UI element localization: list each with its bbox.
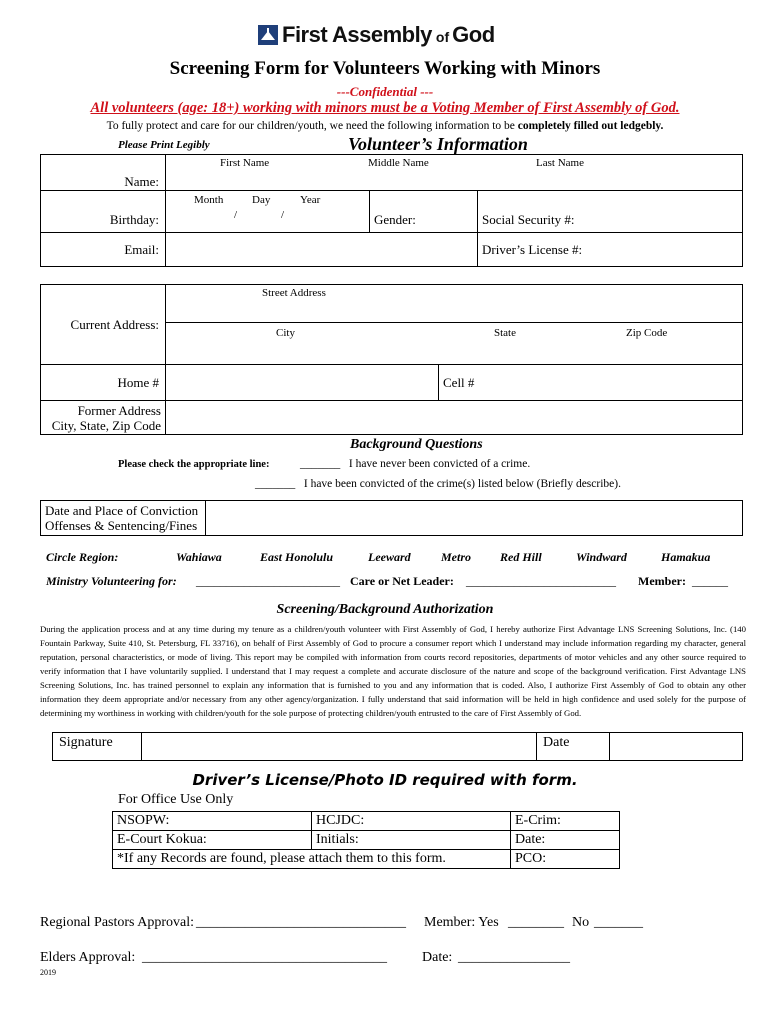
zip-label: Zip Code <box>626 327 668 339</box>
home-input-cell[interactable] <box>166 365 439 401</box>
last-name-label: Last Name <box>536 157 584 169</box>
conviction-input-cell[interactable] <box>206 501 743 536</box>
region-east-honolulu[interactable]: East Honolulu <box>260 550 334 564</box>
street-address-label: Street Address <box>262 287 326 299</box>
church-logo-icon <box>258 25 278 45</box>
conviction-label-1: Date and Place of Conviction <box>45 503 199 518</box>
records-note-cell <box>113 850 511 869</box>
form-year: 2019 <box>40 968 56 977</box>
drivers-license-cell[interactable] <box>478 233 743 267</box>
confidential-note: ---Confidential --- <box>336 84 434 99</box>
nsopw-label: NSOPW: <box>117 813 170 828</box>
former-address-label-cell <box>41 401 166 435</box>
elders-approval-label: Elders Approval: <box>40 950 136 965</box>
authorization-text: During the application process and at any time during my tenure as a children/youth volunteer with First Assembly of God, I hereby authorize First Advantage LNS Screening Solutions, Inc. (140 Fountain Parkway, Suite 410, St. Petersburg, FL 33716), on behalf of First Assembly of God to procure a consumer report which I understand may include information regarding my character, general reputation, personal characteristics, or mode of living. This report may be compiled with information from courts record repositories, departments of motor vehicles and any other source required to verify information that I have voluntarily supplied. I understand that I may request a complete and accurate disclosure of the nature and scope of the background verification. First Advantage LNS Screening Solutions, Inc. has trained personnel to explain any information that is furnished to you and any information that is coded. Also, I authorize First Assembly of God to obtain any other information they deem appropriate and/or necessary from any other agency/organization. I fully understand that said information will be held in high confidence and used solely for the purpose of determining my worthiness in working with children/youth for the sole purpose of protecting children/youth entrusted to the care of First Assembly of God. <box>40 624 746 718</box>
member-no-input[interactable]: _______ <box>594 915 643 930</box>
page-title: Screening Form for Volunteers Working with Minors <box>169 58 601 79</box>
first-name-label: First Name <box>220 157 270 169</box>
check-line-label: Please check the appropriate line: <box>118 459 270 470</box>
email-input-cell[interactable] <box>166 233 478 267</box>
signature-table <box>52 732 743 761</box>
ecrim-label: E-Crim: <box>515 813 561 828</box>
cell-phone-cell[interactable] <box>439 365 743 401</box>
signature-label-cell <box>53 733 142 761</box>
ssn-label: Social Security #: <box>482 212 575 227</box>
middle-name-label: Middle Name <box>368 157 429 169</box>
pco-cell[interactable] <box>511 850 620 869</box>
date-slash-2: / <box>281 209 285 221</box>
region-windward[interactable]: Windward <box>576 550 627 564</box>
region-wahiawa[interactable]: Wahiawa <box>176 550 222 564</box>
conviction-table <box>40 500 743 536</box>
day-label: Day <box>252 194 271 206</box>
protect-text <box>0 120 770 132</box>
name-label-cell <box>41 155 166 191</box>
signature-input[interactable] <box>142 733 537 761</box>
date-label: Date <box>543 735 570 750</box>
logo-text-main: First Assembly <box>282 22 432 47</box>
birthday-label-cell <box>41 191 166 233</box>
elders-date-input[interactable]: ________________ <box>458 950 570 965</box>
home-label-cell <box>41 365 166 401</box>
office-use-heading: For Office Use Only <box>118 792 234 807</box>
option-convicted-blank[interactable]: _______ <box>255 478 296 490</box>
protect-text-main: To fully protect and care for our children/youth, we need the following information to be <box>106 120 515 132</box>
nsopw-cell[interactable] <box>113 812 312 831</box>
email-label-cell <box>41 233 166 267</box>
year-label: Year <box>300 194 321 206</box>
ministry-label: Ministry Volunteering for: <box>46 574 177 588</box>
member-input[interactable]: ______ <box>692 574 728 588</box>
initials-cell[interactable] <box>312 831 511 850</box>
former-address-input-cell[interactable] <box>166 401 743 435</box>
records-note: *If any Records are found, please attach them to this form. <box>117 851 446 866</box>
regional-pastors-label: Regional Pastors Approval: <box>40 915 194 930</box>
option-never-convicted[interactable] <box>300 458 530 470</box>
protect-text-bold: completely filled out ledgebly. <box>517 120 664 132</box>
volunteer-info-heading: Volunteer’s Information <box>348 134 528 154</box>
ecourt-cell[interactable] <box>113 831 312 850</box>
option-never-label: I have never been convicted of a crime. <box>348 458 531 470</box>
regional-pastors-input[interactable]: ______________________________ <box>196 915 406 930</box>
date-input[interactable] <box>610 733 743 761</box>
option-convicted-label: I have been convicted of the crime(s) listed below (Briefly describe). <box>303 478 621 490</box>
date-label-cell <box>537 733 610 761</box>
gender-cell[interactable] <box>370 191 478 233</box>
home-label: Home # <box>117 374 159 390</box>
hcjdc-cell[interactable] <box>312 812 511 831</box>
office-use-table <box>112 811 620 869</box>
member-yes-label: Member: Yes <box>424 915 499 930</box>
ecrim-cell[interactable] <box>511 812 620 831</box>
care-leader-input[interactable]: _________________________ <box>466 574 616 588</box>
gender-label: Gender: <box>374 212 416 227</box>
conviction-label-2: Offenses & Sentencing/Fines <box>45 518 198 533</box>
birthday-label: Birthday: <box>109 212 159 227</box>
background-questions-heading: Background Questions <box>350 437 483 452</box>
logo <box>258 22 495 48</box>
office-date-cell[interactable] <box>511 831 620 850</box>
signature-label: Signature <box>59 735 113 750</box>
elders-date-label: Date: <box>422 950 453 965</box>
dl-required-note: Driver’s License/Photo ID required with form. <box>192 771 578 789</box>
option-never-blank[interactable]: _______ <box>300 458 341 470</box>
requirement-note: All volunteers (age: 18+) working with minors must be a Voting Member of First Assembly of God. <box>90 100 680 116</box>
current-address-label: Current Address: <box>70 316 159 332</box>
member-no-label: No <box>572 915 590 930</box>
birthday-input-cell[interactable] <box>166 191 370 233</box>
current-address-label-cell <box>41 285 166 365</box>
screening-authorization-heading: Screening/Background Authorization <box>276 602 494 617</box>
circle-region-label: Circle Region: <box>46 550 119 564</box>
cell-label: Cell # <box>443 374 475 390</box>
state-label: State <box>494 327 516 339</box>
address-table <box>40 284 743 435</box>
email-label: Email: <box>124 241 159 257</box>
ministry-input[interactable]: ________________________ <box>196 574 340 588</box>
logo-text-of: of <box>435 29 450 45</box>
former-address-label-2: City, State, Zip Code <box>51 417 161 433</box>
initials-label: Initials: <box>316 832 359 847</box>
pco-label: PCO: <box>515 851 547 866</box>
region-red-hill[interactable]: Red Hill <box>500 550 542 564</box>
drivers-license-label: Driver’s License #: <box>482 241 583 257</box>
region-metro[interactable]: Metro <box>441 550 471 564</box>
name-label: Name: <box>124 174 159 189</box>
elders-approval-input[interactable]: ___________________________________ <box>142 950 387 965</box>
date-slash-1: / <box>234 209 238 221</box>
street-address-cell[interactable] <box>166 285 743 323</box>
former-address-label-1: Former Address <box>77 402 161 418</box>
volunteer-info-table <box>40 154 743 267</box>
office-date-label: Date: <box>515 832 546 847</box>
ecourt-label: E-Court Kokua: <box>117 832 207 847</box>
member-label: Member: <box>638 574 686 588</box>
city-state-zip-cell[interactable] <box>166 323 743 365</box>
name-input-cell[interactable] <box>166 155 743 191</box>
ssn-cell[interactable] <box>478 191 743 233</box>
hcjdc-label: HCJDC: <box>316 813 365 828</box>
conviction-label-cell <box>41 501 206 536</box>
care-leader-label: Care or Net Leader: <box>350 574 454 588</box>
month-label: Month <box>194 194 224 206</box>
print-legibly-label: Please Print Legibly <box>118 139 210 151</box>
member-yes-input[interactable]: ________ <box>508 915 564 930</box>
region-leeward[interactable]: Leeward <box>368 550 411 564</box>
region-hamakua[interactable]: Hamakua <box>661 550 711 564</box>
city-label: City <box>276 327 295 339</box>
logo-text-god: God <box>452 22 495 47</box>
option-convicted[interactable] <box>255 478 621 490</box>
